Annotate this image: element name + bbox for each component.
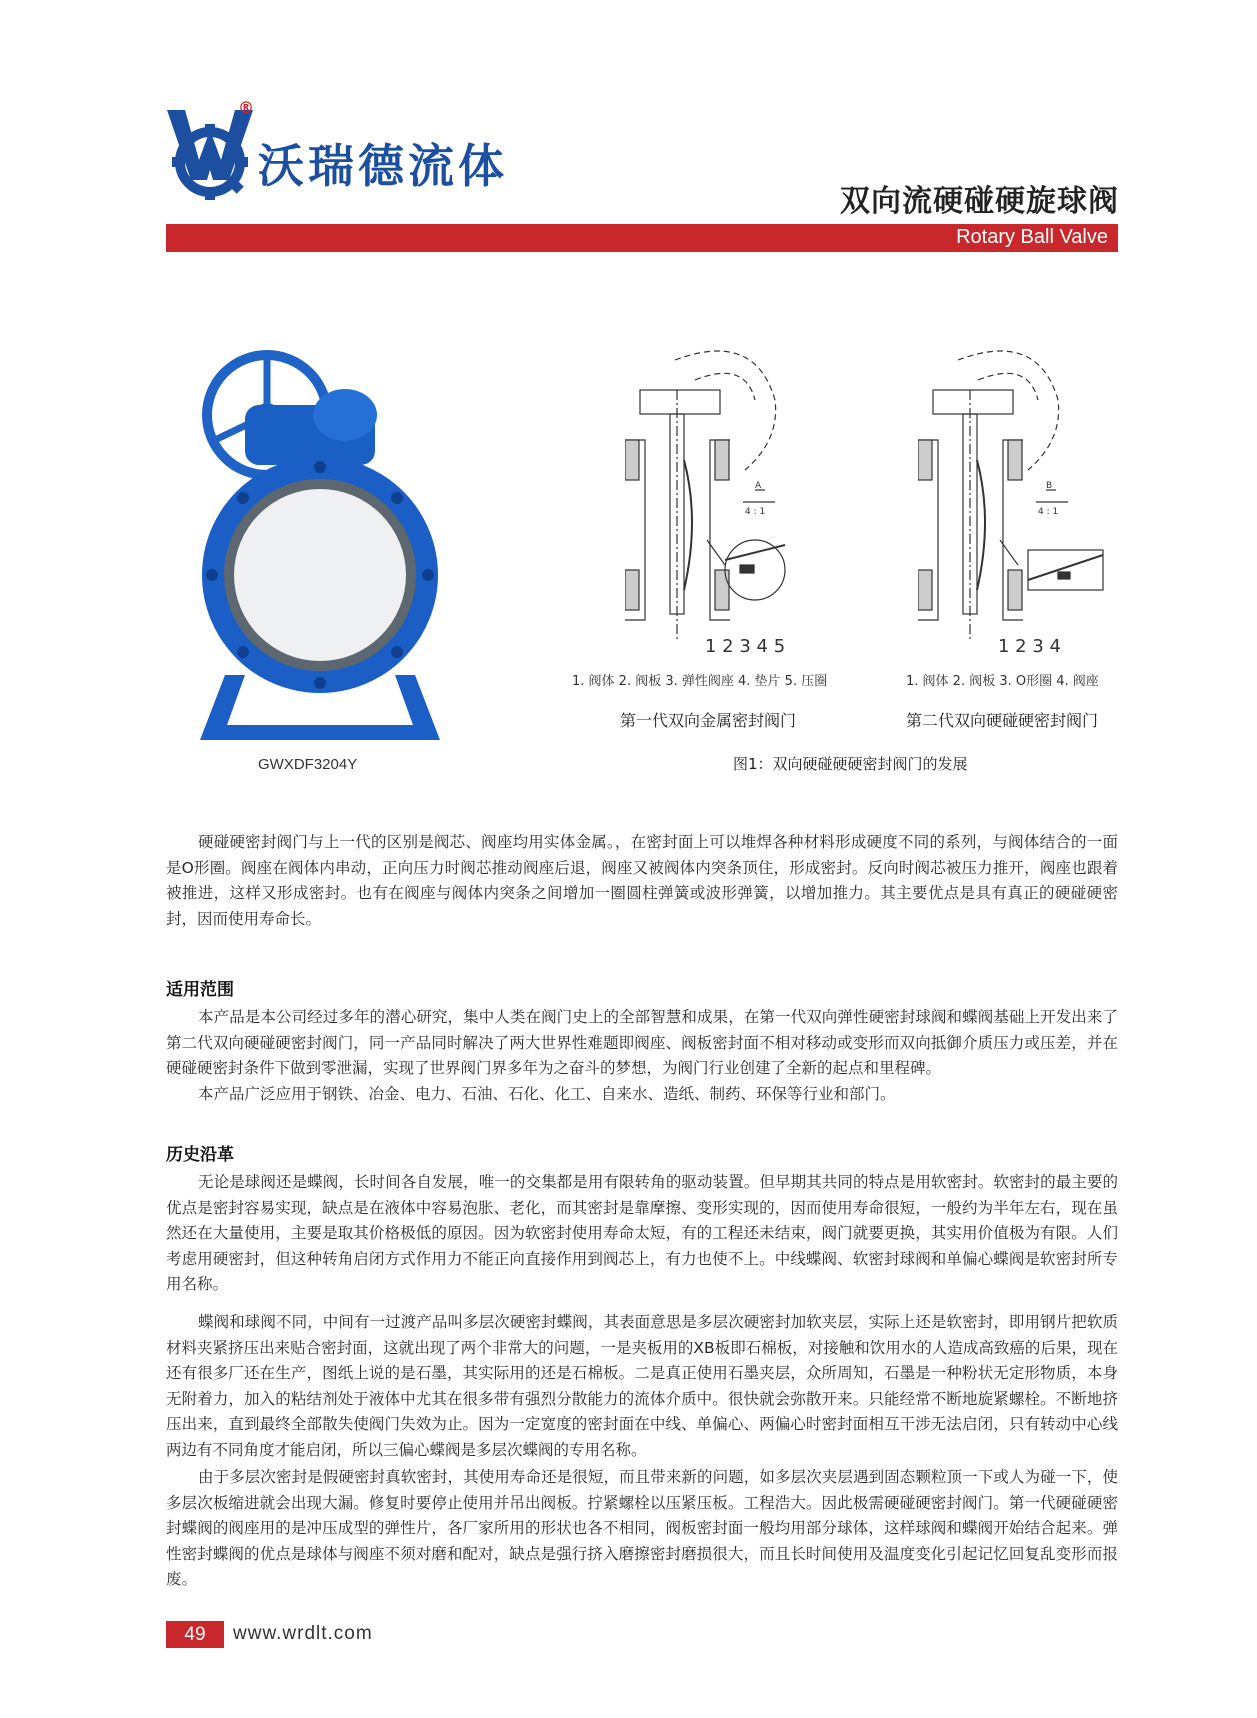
parts-legend-2: 1. 阀体 2. 阀板 3. O形圈 4. 阀座 (906, 674, 1099, 689)
scope-paragraph-2: 本产品广泛应用于钢铁、冶金、电力、石油、石化、化工、自来水、造纸、制药、环保等行业和部门。 (198, 1085, 896, 1103)
scope-paragraph-1: 本产品是本公司经过多年的潜心研究，集中人类在阀门史上的全部智慧和成果，在第一代双向弹性硬密封球阀和蝶阀基础上开发出来了第二代双向硬碰硬密封阀门，同一产品同时解决了两大世界性难题即阀座、阀板密封面不相对移动或变形而双向抵御介质压力或压差，并在硬碰硬密封条件下做到零泄漏，实现了世界阀门界多年为之奋斗的梦想，为阀门行业创建了全新的起点和里程碑。 (166, 1008, 1118, 1078)
product-title-en: Rotary Ball Valve (956, 226, 1108, 248)
figure-caption: 图1：双向硬碰硬硬密封阀门的发展 (733, 755, 968, 773)
scale-label-2: 4 : 1 (1038, 507, 1059, 517)
parts-legend-1: 1. 阀体 2. 阀板 3. 弹性阀座 4. 垫片 5. 压圈 (572, 674, 828, 689)
second-gen-caption: 第二代双向硬碰硬密封阀门 (906, 711, 1099, 730)
registered-mark: ® (238, 98, 258, 117)
first-gen-caption: 第一代双向金属密封阀门 (620, 711, 797, 730)
history-paragraph-2: 蝶阀和球阀不同，中间有一过渡产品叫多层次硬密封蝶阀，其表面意思是多层次硬密封加软夹层，实际上还是软密封，即用钢片把软质材料夹紧挤压出来贴合密封面，这就出现了两个非常大的问题，一是夹板用的XB板即石棉板，对接触和饮用水的人造成高致癌的后果，现在还有很多厂还在生产，图纸上说的是石墨，其实际用的还是石棉板。二是真正使用石墨夹层，众所周知，石墨是一种粉状无定形物质，本身无附着力，加入的粘结剂处于液体中尤其在很多带有强烈分散能力的流体介质中。很快就会弥散开来。只能经常不断地旋紧螺栓。不断地挤压出来，直到最终全部散失使阀门失效为止。因为一定宽度的密封面在中线、单偏心、两偏心时密封面相互干涉无法启闭，只有转动中心线两边有不同角度才能启闭，所以三偏心蝶阀是多层次蝶阀的专用名称。 (166, 1313, 1118, 1459)
history-heading: 历史沿革 (166, 1145, 234, 1165)
part-numbers-1: 1 2 3 4 5 (705, 636, 786, 657)
section-label-b: B (1046, 481, 1053, 491)
brand-name: 沃瑞德流体 ® (238, 98, 508, 193)
history-paragraph-3: 由于多层次密封是假硬密封真软密封，其使用寿命还是很短，而且带来新的问题，如多层次夹层遇到固态颗粒顶一下或人为碰一下，使多层次板缩进就会出现大漏。修复时要停止使用并吊出阀板。拧紧螺栓以压紧压板。工程浩大。因此极需硬碰硬密封阀门。第一代硬碰硬密封蝶阀的阀座用的是冲压成型的弹性片，各厂家所用的形状也各不相同，阀板密封面一般均用部分球体，这样球阀和蝶阀开始结合起来。弹性密封蝶阀的优点是球体与阀座不须对磨和配对，缺点是强行挤入磨擦密封磨损很大，而且长时间使用及温度变化引起记忆回复乱变形而报废。 (166, 1468, 1118, 1589)
model-caption: GWXDF3204Y (258, 756, 358, 773)
part-numbers-2: 1 2 3 4 (998, 636, 1061, 657)
intro-paragraph: 硬碰硬密封阀门与上一代的区别是阀芯、阀座均用实体金属。，在密封面上可以堆焊各种材料形成硬度不同的系列，与阀体结合的一面是O形圈。阀座在阀体内串动，正向压力时阀芯推动阀座后退，阀座又被阀体内突条顶住，形成密封。反向时阀芯被压力推开，阀座也跟着被推进，这样又形成密封。也有在阀座与阀体内突条之间增加一圈圆柱弹簧或波形弹簧，以增加推力。其主要优点是具有真正的硬碰硬密封，因而使用寿命长。 (166, 833, 1118, 928)
website-link[interactable]: www.wrdlt.com (233, 1623, 373, 1644)
page-number: 49 (166, 1621, 224, 1648)
section-label-a: A (755, 481, 762, 491)
technical-drawing-first-gen (625, 340, 865, 660)
technical-drawing-second-gen (918, 340, 1158, 660)
scope-heading: 适用范围 (166, 980, 234, 1000)
product-title: 双向流硬碰硬旋球阀 (840, 184, 1119, 219)
history-paragraph-1: 无论是球阀还是蝶阀，长时间各自发展，唯一的交集都是用有限转角的驱动装置。但早期其共同的特点是用软密封。软密封的最主要的优点是密封容易实现，缺点是在液体中容易泡胀、老化，而其密封是靠摩擦、变形实现的，因而使用寿命很短，一般约为半年左右，现在虽然还在大量使用，主要是取其价格极低的原因。因为软密封使用寿命太短，有的工程还未结束，阀门就要更换，其实用价值极为有限。人们考虑用硬密封，但这种转角启闭方式作用力不能正向直接作用到阀芯上，有力也使不上。中线蝶阀、软密封球阀和单偏心蝶阀是软密封所专用名称。 (166, 1173, 1118, 1294)
valve-photo (185, 345, 465, 745)
scale-label-1: 4 : 1 (745, 507, 766, 517)
title-banner (166, 224, 1118, 252)
